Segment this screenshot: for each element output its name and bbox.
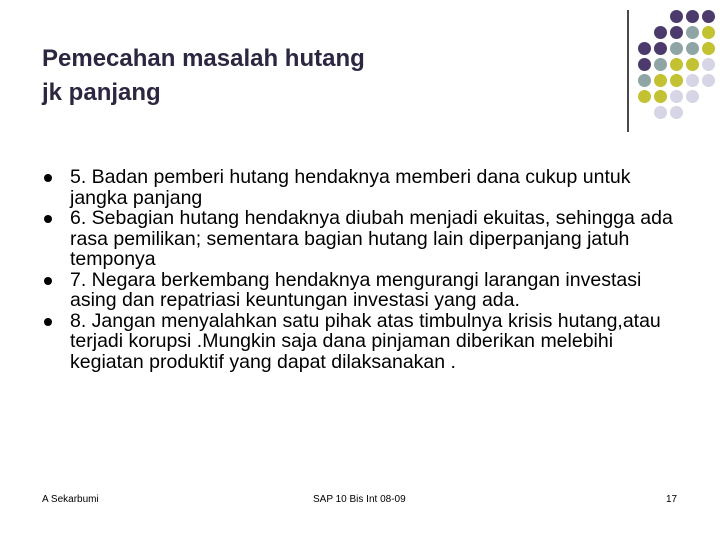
bullet-text: 8. Jangan menyalahkan satu pihak atas timbulnya krisis hutang,atau terjadi korupsi .Mungkin saja dana pinjaman diberikan melebihi kegiatan produktif yang dapat dilaksanakan . <box>70 309 661 373</box>
decorative-dot <box>638 74 651 87</box>
decorative-dot <box>670 58 683 71</box>
bullet-item <box>42 311 682 373</box>
footer-page-number: 17 <box>666 494 678 505</box>
decorative-dot <box>654 42 667 55</box>
decorative-dot <box>654 58 667 71</box>
decorative-dot <box>686 10 699 23</box>
decorative-dot <box>686 90 699 103</box>
decorative-dot <box>670 26 683 39</box>
decorative-dot <box>654 74 667 87</box>
decorative-dot <box>638 90 651 103</box>
decorative-dot <box>638 42 651 55</box>
footer-author: A Sekarbumi <box>42 494 99 505</box>
bullet-text: 7. Negara berkembang hendaknya mengurangi larangan investasi asing dan repatriasi keuntungan investasi yang ada. <box>70 268 642 311</box>
decorative-dot <box>702 26 715 39</box>
bullet-text: 5. Badan pemberi hutang hendaknya memberi dana cukup untuk jangka panjang <box>70 166 631 209</box>
decorative-dot <box>654 90 667 103</box>
decorative-dot <box>702 58 715 71</box>
bullet-dot-icon <box>44 215 52 223</box>
decorative-dot <box>670 10 683 23</box>
decorative-dot <box>670 90 683 103</box>
bullet-dot-icon <box>44 174 52 182</box>
decorative-dot <box>686 26 699 39</box>
bullet-item <box>42 270 682 311</box>
slide-title: Pemecahan masalah hutang jk panjang <box>42 45 365 106</box>
decorative-dot <box>686 58 699 71</box>
decorative-dot <box>670 74 683 87</box>
decorative-dot <box>686 42 699 55</box>
decorative-dot <box>654 26 667 39</box>
bullet-dot-icon <box>44 277 52 285</box>
footer-course: SAP 10 Bis Int 08-09 <box>313 494 406 505</box>
bullet-item <box>42 167 682 208</box>
decorative-dot <box>670 42 683 55</box>
decorative-dot <box>702 42 715 55</box>
decorative-dot <box>670 106 683 119</box>
bullet-list <box>42 167 682 372</box>
decorative-dot <box>702 10 715 23</box>
bullet-item <box>42 208 682 270</box>
decorative-dot <box>638 58 651 71</box>
decorative-dot <box>654 106 667 119</box>
decorative-dot <box>702 74 715 87</box>
decorative-vertical-line <box>627 10 629 132</box>
decorative-dot <box>686 74 699 87</box>
bullet-text: 6. Sebagian hutang hendaknya diubah menjadi ekuitas, sehingga ada rasa pemilikan; sementara bagian hutang lain diperpanjang jatuh temponya <box>70 207 673 270</box>
bullet-dot-icon <box>44 318 52 326</box>
